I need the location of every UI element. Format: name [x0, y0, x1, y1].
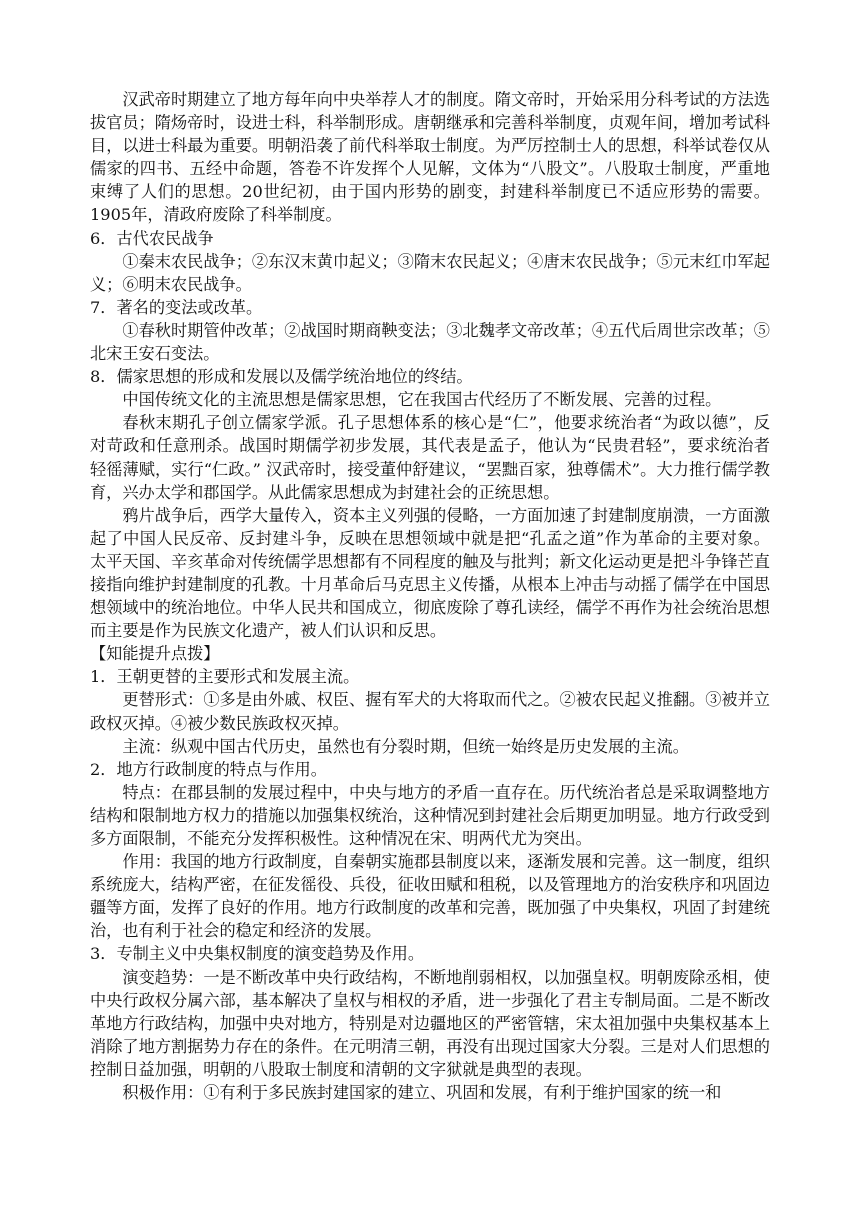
heading-8-confucianism: 8．儒家思想的形成和发展以及儒学统治地位的终结。 — [90, 367, 473, 387]
heading-6-peasant-wars: 6．古代农民战争 — [90, 228, 214, 248]
paragraph-functions: 作用：我国的地方行政制度，自秦朝实施郡县制度以来，逐渐发展和完善。这一制度，组织系统庞大，结构严密，在征发徭役、兵役，征收田赋和租税，以及管理地方的治安秩序和巩固边疆等方面，发挥了良好的作用。地方行政制度的改革和完善，既加强了中央集权，巩固了封建统治，也有利于社会的稳定和经济的发展。 — [90, 852, 770, 941]
paragraph-evolution-trend: 演变趋势：一是不断改革中央行政结构，不断地削弱相权，以加强皇权。明朝废除丞相，使中央行政权分属六部，基本解决了皇权与相权的矛盾，进一步强化了君主专制局面。二是不断改革地方行政结构，加强中央对地方，特别是对边疆地区的严密管辖，宋太祖加强中央集权基本上消除了地方割据势力存在的条件。在元明清三朝，再没有出现过国家大分裂。三是对人们思想的控制日益加强，明朝的八股取士制度和清朝的文字狱就是典型的表现。 — [90, 967, 770, 1079]
section-heading-knowledge: 【知能提升点拨】 — [90, 644, 220, 664]
paragraph-opium-war: 鸦片战争后，西学大量传入，资本主义列强的侵略，一方面加速了封建制度崩溃，一方面激起了中国人民反帝、反封建斗争，反映在思想领域中就是把“孔孟之道”作为革命的主要对象。太平天国、辛亥革命对传统儒学思想都有不同程度的触及与批判；新文化运动更是把斗争锋芒直接指向维护封建制度的孔教。十月革命后马克思主义传播，从根本上冲击与动摇了儒学在中国思想领域中的统治地位。中华人民共和国成立，彻底废除了尊孔读经，儒学不再作为社会统治思想而主要是作为民族文化遗产，被人们认识和反思。 — [90, 505, 770, 641]
paragraph-keju: 汉武帝时期建立了地方每年向中央举荐人才的制度。隋文帝时，开始采用分科考试的方法选拔官员；隋炀帝时，设进士科，科举制形成。唐朝继承和完善科举制度，贞观年间，增加考试科目，以进士科最为重要。明朝沿袭了前代科举取士制度。为严厉控制士人的思想，科举试卷仅从儒家的四书、五经中命题，答卷不许发挥个人见解，文体为“八股文”。八股取士制度，严重地束缚了人们的思想。20世纪初，由于国内形势的剧变，封建科举制度已不适应形势的需要。1905年，清政府废除了科举制度。 — [90, 90, 770, 225]
heading-3-centralization: 3．专制主义中央集权制度的演变趋势及作用。 — [90, 944, 425, 964]
paragraph-peasant-wars: ①秦末农民战争；②东汉末黄巾起义；③隋末农民起义；④唐末农民战争；⑤元末红巾军起义；⑥明末农民战争。 — [90, 251, 770, 294]
heading-1-dynasty-change: 1．王朝更替的主要形式和发展主流。 — [90, 667, 360, 687]
paragraph-mainstream: 主流：纵观中国古代历史，虽然也有分裂时期，但统一始终是历史发展的主流。 — [122, 736, 689, 756]
heading-2-local-admin: 2．地方行政制度的特点与作用。 — [90, 759, 327, 779]
paragraph-confucian-mainstream: 中国传统文化的主流思想是儒家思想，它在我国古代经历了不断发展、完善的过程。 — [122, 390, 722, 410]
heading-7-reforms: 7．著名的变法或改革。 — [90, 297, 263, 317]
paragraph-features: 特点：在郡县制的发展过程中，中央与地方的矛盾一直存在。历代统治者总是采取调整地方结构和限制地方权力的措施以加强集权统治，这种情况到封建社会后期更加明显。地方行政受到多方面限制，不能充分发挥积极性。这种情况在宋、明两代尤为突出。 — [90, 782, 770, 848]
document-page — [90, 88, 770, 1104]
paragraph-reforms: ①春秋时期管仲改革；②战国时期商鞅变法；③北魏孝文帝改革；④五代后周世宗改革；⑤北宋王安石变法。 — [90, 320, 770, 364]
paragraph-positive-effect: 积极作用：①有利于多民族封建国家的建立、巩固和发展，有利于维护国家的统一和 — [122, 1083, 722, 1103]
paragraph-confucius: 春秋末期孔子创立儒家学派。孔子思想体系的核心是“仁”，他要求统治者“为政以德”，反对苛政和任意刑杀。战国时期儒学初步发展，其代表是孟子，他认为“民贵君轻”，要求统治者轻徭薄赋，实行“仁政。” 汉武帝时，接受董仲舒建议，“罢黜百家，独尊儒术”。大力推行儒学教育，兴办太学和郡国学。从此儒家思想成为封建社会的正统思想。 — [90, 413, 770, 502]
paragraph-change-forms: 更替形式：①多是由外戚、权臣、握有军犬的大将取而代之。②被农民起义推翻。③被并立政权灭掉。④被少数民族政权灭掉。 — [90, 690, 770, 733]
